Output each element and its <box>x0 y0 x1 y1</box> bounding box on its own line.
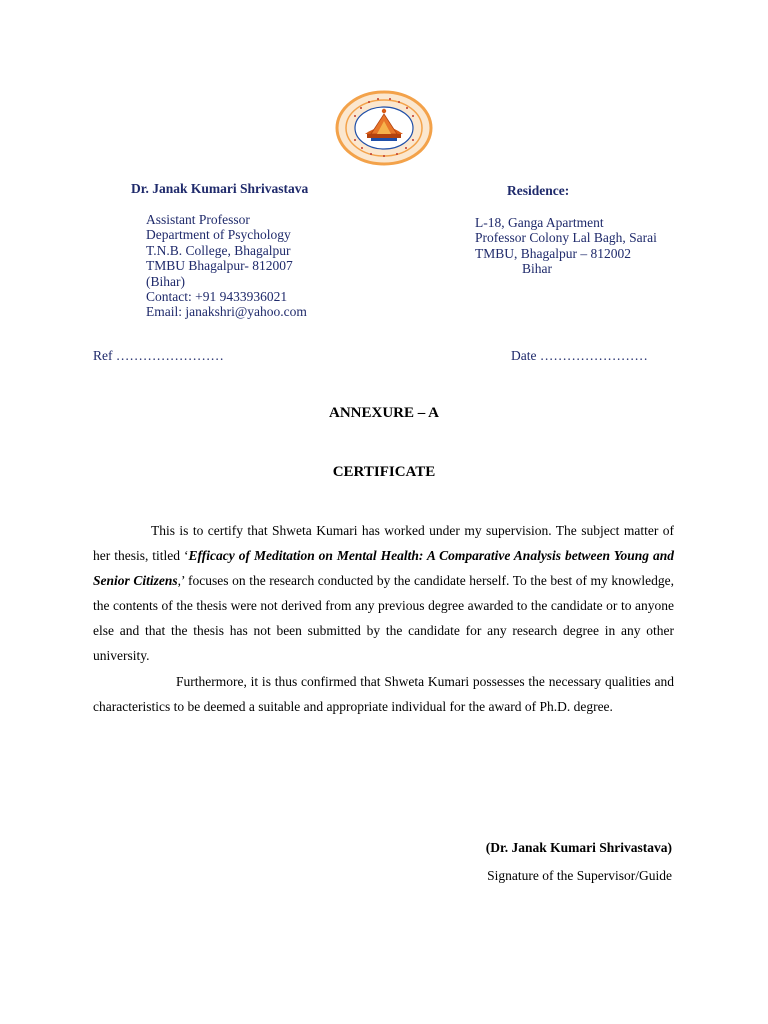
address-line: (Bihar) <box>146 273 185 289</box>
certificate-body <box>93 518 674 719</box>
address-line: TMBU Bhagalpur- 812007 <box>146 258 293 274</box>
seal-icon <box>335 90 433 166</box>
university-seal-logo <box>335 90 433 166</box>
p1-lead-text: This is to certify that Shweta Kumari has worked under my supervision. The subject matter of her thesis, titled ‘ <box>93 523 674 564</box>
address-line: Assistant Professor <box>146 212 250 227</box>
author-name: Dr. Janak Kumari Shrivastava <box>131 181 309 196</box>
ref-line: Ref …………………… <box>93 348 224 363</box>
signatory-name: (Dr. Janak Kumari Shrivastava) <box>485 840 672 855</box>
p1-trailing-text: ,’ focuses on the research conducted by the candidate herself. To the best of my knowledge, the contents of the thesis were not derived from any previous degree awarded to the candidate or to anyone else and that the thesis has not been submitted by the candidate for any research degree in any other university. <box>93 573 674 664</box>
signatory-role: Signature of the Supervisor/Guide <box>487 868 672 883</box>
body-paragraph-1 <box>93 518 674 669</box>
residence-heading: Residence: <box>507 183 570 198</box>
address-line: T.N.B. College, Bhagalpur <box>146 242 291 258</box>
residence-address-block <box>475 215 657 277</box>
certificate-title: CERTIFICATE <box>332 464 436 480</box>
residence-line: Bihar <box>522 261 552 277</box>
annexure-heading: ANNEXURE – A <box>328 405 439 421</box>
body-paragraph-2: Furthermore, it is thus confirmed that Shweta Kumari possesses the necessary qualities and characteristics to be deemed a suitable and appropriate individual for the award of Ph.D. degree. <box>93 673 674 714</box>
address-line: Department of Psychology <box>146 227 291 243</box>
residence-line: Professor Colony Lal Bagh, Sarai <box>475 230 657 246</box>
contact-line: Contact: +91 9433936021 <box>146 289 288 305</box>
residence-line: TMBU, Bhagalpur – 812002 <box>475 245 631 261</box>
date-line: Date …………………… <box>511 348 648 363</box>
author-address-block <box>146 212 307 320</box>
email-line: Email: janakshri@yahoo.com <box>146 304 307 320</box>
thesis-title: Efficacy of Meditation on Mental Health: A Comparative Analysis between Young and Senior Citizens <box>93 548 674 589</box>
residence-line: L-18, Ganga Apartment <box>475 215 604 230</box>
